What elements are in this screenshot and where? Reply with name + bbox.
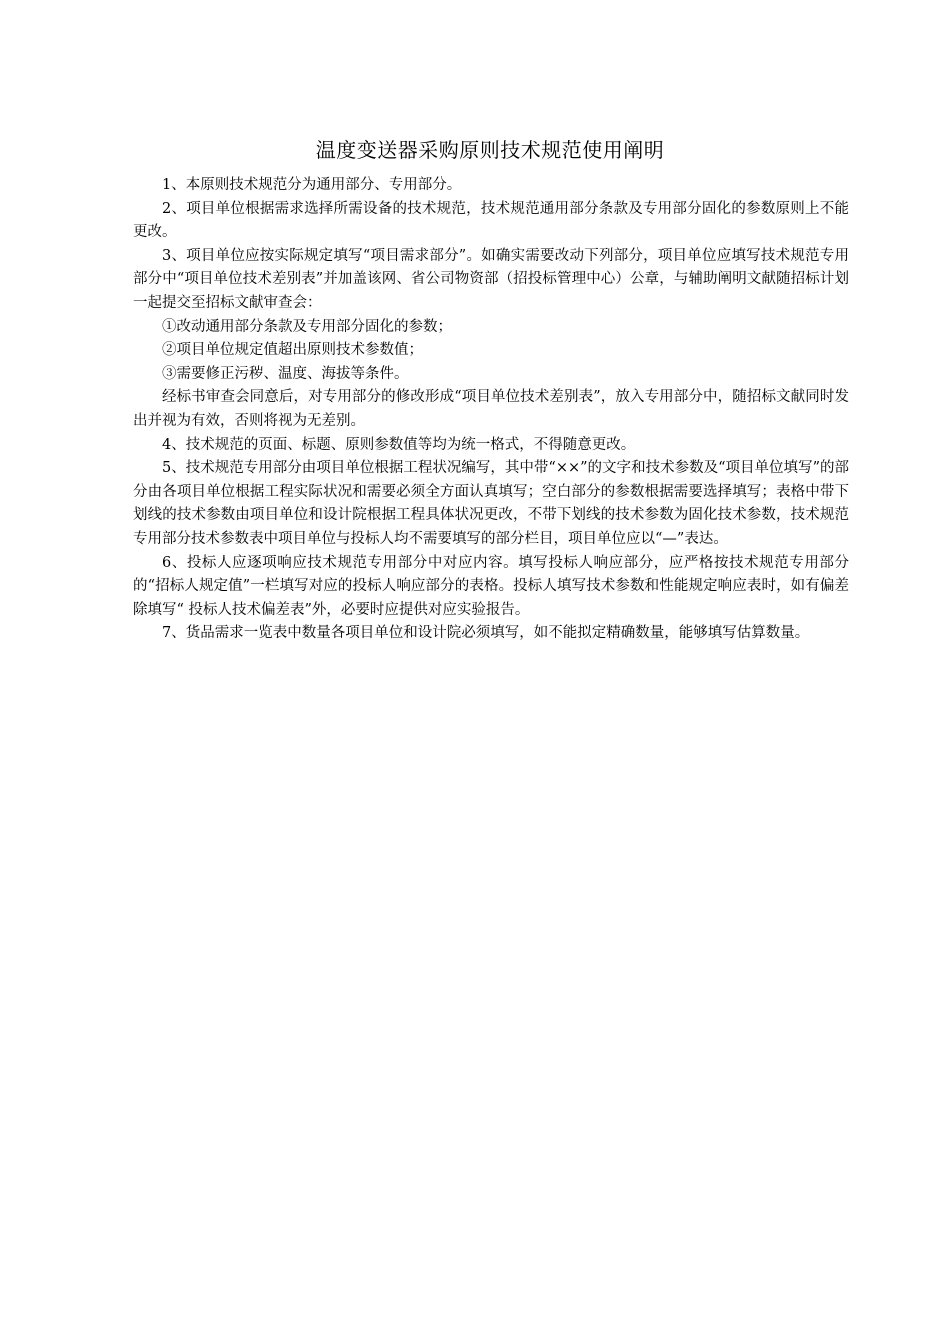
paragraph-6: 6、投标人应逐项响应技术规范专用部分中对应内容。填写投标人响应部分，应严格按技术规范专用部分的“招标人规定值”一栏填写对应的投标人响应部分的表格。投标人填写技术参数和性能规定响应表时，如有偏差除填写“ 投标人技术偏差表”外，必要时应提供对应实验报告。 (133, 554, 849, 618)
paragraph-3-item-3: ③需要修正污秽、温度、海拔等条件。 (162, 365, 409, 382)
paragraph-5: 5、技术规范专用部分由项目单位根据工程状况编写，其中带“××”的文字和技术参数及“项目单位填写”的部分由各项目单位根据工程实际状况和需要必须全方面认真填写；空白部分的参数根据需要选择填写；表格中带下划线的技术参数由项目单位和设计院根据工程具体状况更改，不带下划线的技术参数为固化技术参数，技术规范专用部分技术参数表中项目单位与投标人均不需要填写的部分栏目，项目单位应以“—”表达。 (133, 460, 849, 547)
document-title: 温度变送器采购原则技术规范使用阐明 (315, 138, 665, 162)
paragraph-1: 1、本原则技术规范分为通用部分、专用部分。 (162, 177, 462, 193)
paragraph-3: 3、项目单位应按实际规定填写“项目需求部分”。如确实需要改动下列部分，项目单位应填写技术规范专用部分中“项目单位技术差别表”并加盖该网、省公司物资部（招投标管理中心）公章，与辅助阐明文献随招标计划一起提交至招标文献审查会： (133, 247, 849, 311)
paragraph-4: 4、技术规范的页面、标题、原则参数值等均为统一格式，不得随意更改。 (162, 436, 636, 453)
paragraph-3-item-2: ②项目单位规定值超出原则技术参数值； (162, 342, 423, 359)
paragraph-7: 7、货品需求一览表中数量各项目单位和设计院必须填写，如不能拟定精确数量，能够填写估算数量。 (162, 625, 810, 642)
paragraph-3-item-1: ①改动通用部分条款及专用部分固化的参数； (162, 318, 452, 335)
document-body (133, 174, 849, 646)
paragraph-2: 2、项目单位根据需求选择所需设备的技术规范，技术规范通用部分条款及专用部分固化的参数原则上不能更改。 (133, 200, 849, 241)
paragraph-3-note: 经标书审查会同意后，对专用部分的修改形成“项目单位技术差别表”，放入专用部分中，随招标文献同时发出并视为有效，否则将视为无差别。 (133, 389, 849, 429)
